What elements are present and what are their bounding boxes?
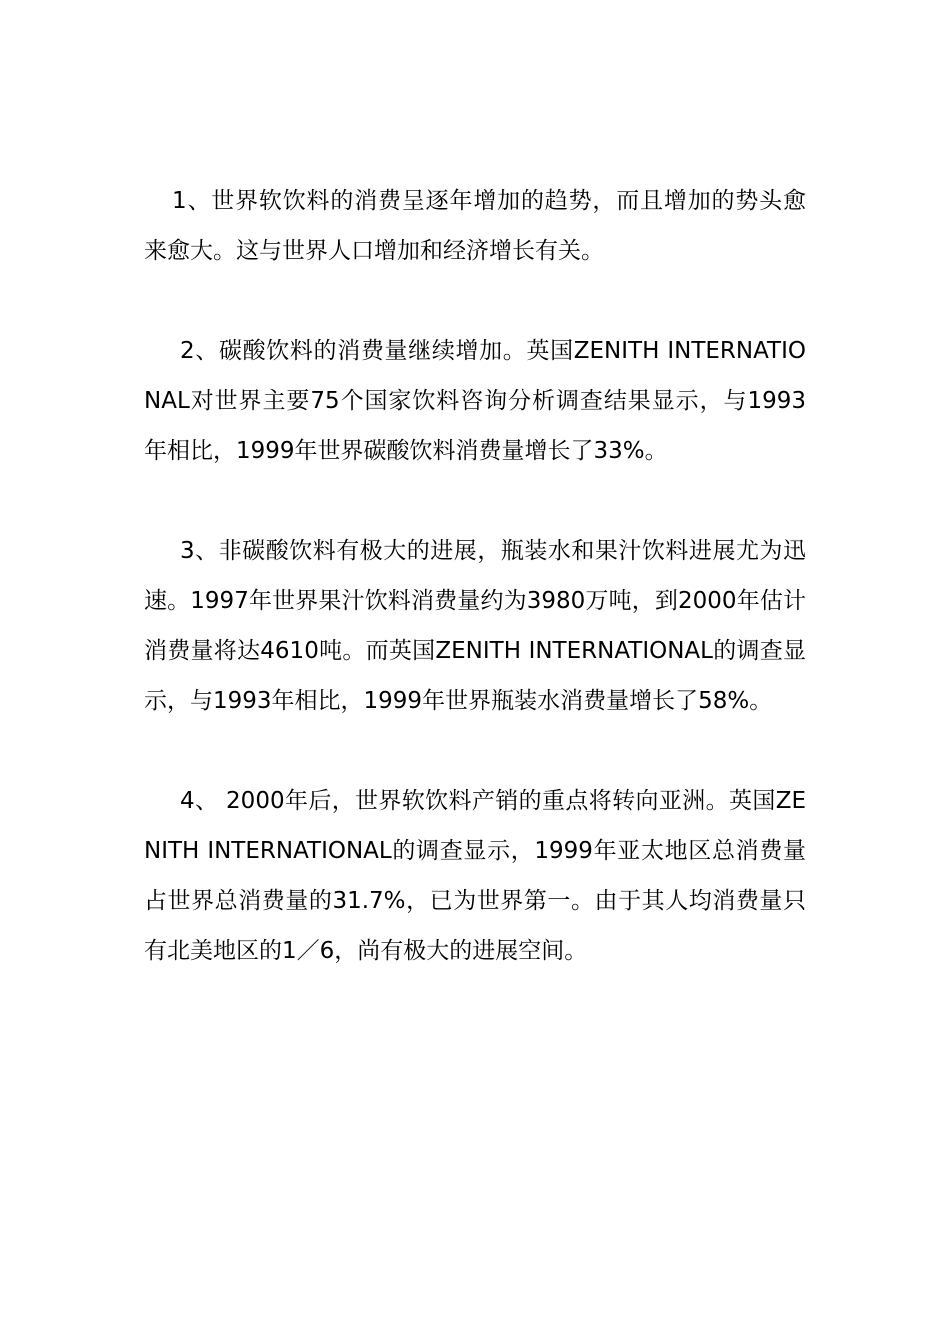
paragraph-1: 1、世界软饮料的消费呈逐年增加的趋势，而且增加的势头愈来愈大。这与世界人口增加和经济增长有关。 — [144, 188, 806, 264]
document-body — [144, 176, 806, 1026]
paragraph-3: 3、非碳酸饮料有极大的进展，瓶装水和果汁饮料进展尤为迅速。1997年世界果汁饮料消费量约为3980万吨，到2000年估计消费量将达4610吨。而英国ZENITH INTERNATIONAL的调查显示，与1993年相比，1999年世界瓶装水消费量增长了58%。 — [144, 538, 806, 714]
paragraph-2: 2、碳酸饮料的消费量继续增加。英国ZENITH INTERNATIONAL对世界主要75个国家饮料咨询分析调查结果显示，与1993年相比，1999年世界碳酸饮料消费量增长了33%。 — [144, 338, 806, 464]
paragraph-4: 4、 2000年后，世界软饮料产销的重点将转向亚洲。英国ZENITH INTERNATIONAL的调查显示，1999年亚太地区总消费量占世界总消费量的31.7%，已为世界第一。由于其人均消费量只有北美地区的1／6，尚有极大的进展空间。 — [144, 788, 806, 964]
